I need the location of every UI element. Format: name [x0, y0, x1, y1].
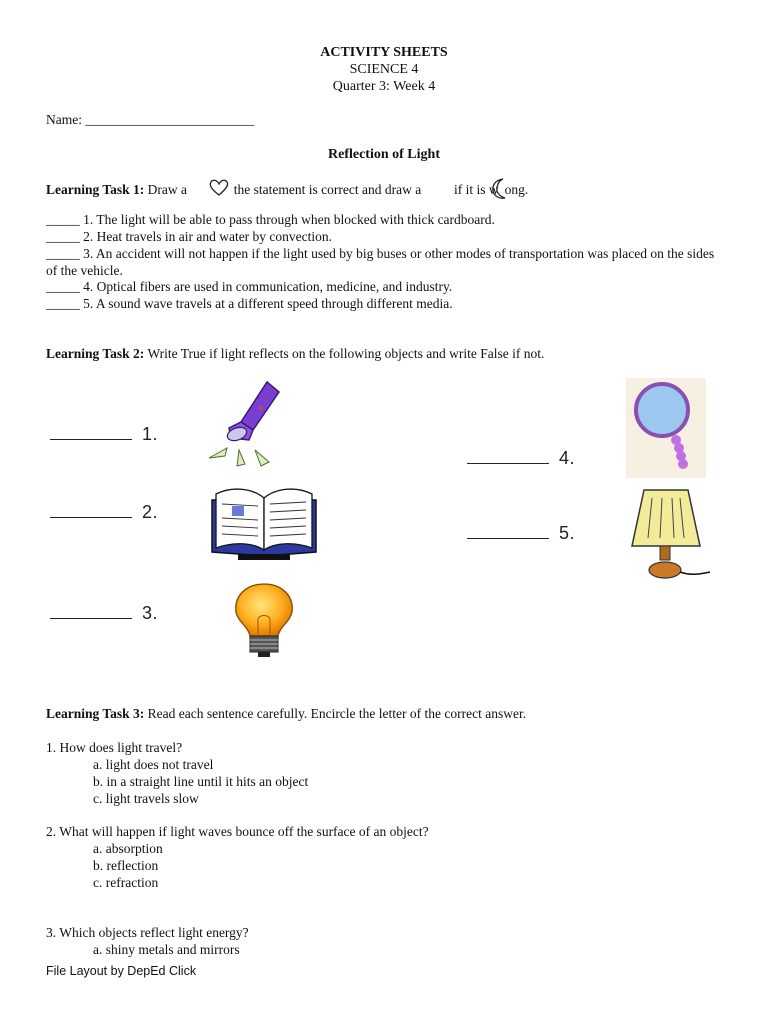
task3-text: Read each sentence carefully. Encircle the letter of the correct answer.: [147, 706, 527, 721]
question-2: 2. What will happen if light waves bounce off the surface of an object?: [46, 824, 429, 839]
question-1: 1. How does light travel?: [46, 740, 183, 755]
task1-item-1: _____ 1. The light will be able to pass through when blocked with thick cardboard.: [46, 212, 495, 227]
task1-item-4: _____ 4. Optical fibers are used in communication, medicine, and industry.: [46, 279, 453, 294]
task3-instruction: [46, 706, 526, 723]
question-3: 3. Which objects reflect light energy?: [46, 925, 249, 940]
task2-answer-4[interactable]: 4.: [467, 448, 575, 469]
footer-credit: File Layout by DepEd Click: [46, 964, 197, 978]
task1-item-2: _____ 2. Heat travels in air and water by convection.: [46, 229, 333, 244]
q1-choice-b[interactable]: b. in a straight line until it hits an object: [93, 774, 309, 789]
task2-text: Write True if light reflects on the following objects and write False if not.: [147, 346, 545, 361]
task1-text-c: if it is w: [453, 182, 499, 197]
task1-label: Learning Task 1:: [46, 182, 145, 197]
q1-choice-a[interactable]: a. light does not travel: [93, 757, 214, 772]
flashlight-icon: [205, 378, 300, 475]
q1-choice-c[interactable]: c. light travels slow: [93, 791, 199, 806]
heart-icon: [208, 179, 230, 195]
q2-choice-a[interactable]: a. absorption: [93, 841, 163, 856]
lesson-title: Reflection of Light: [328, 147, 440, 162]
task1-text-b: the statement is correct and draw a: [233, 182, 422, 197]
q2-choice-c[interactable]: c. refraction: [93, 875, 159, 890]
task1-text-a: Draw a: [147, 182, 188, 197]
subject: SCIENCE 4: [349, 62, 419, 77]
task1-instruction: [46, 179, 528, 199]
hand-mirror-icon: [626, 378, 706, 483]
task1-item-5: _____ 5. A sound wave travels at a different speed through different media.: [46, 296, 453, 311]
task2-answer-2[interactable]: 2.: [50, 502, 158, 523]
sheet-title: ACTIVITY SHEETS: [320, 45, 448, 60]
q2-choice-b[interactable]: b. reflection: [93, 858, 159, 873]
name-field[interactable]: Name: _________________________: [46, 112, 255, 127]
task2-answer-1[interactable]: 1.: [50, 424, 158, 445]
task3-label: Learning Task 3:: [46, 706, 145, 721]
task2-label: Learning Task 2:: [46, 346, 145, 361]
task2-instruction: [46, 346, 544, 363]
task2-answer-5[interactable]: 5.: [467, 523, 575, 544]
task1-text-d: ong.: [504, 182, 529, 197]
task1-item-3: _____ 3. An accident will not happen if the light used by big buses or other modes of transportation was placed on the sides of the vehicle.: [46, 246, 715, 278]
table-lamp-icon: [622, 486, 714, 587]
q3-choice-a[interactable]: a. shiny metals and mirrors: [93, 942, 240, 957]
task2-answer-3[interactable]: 3.: [50, 603, 158, 624]
light-bulb-icon: [230, 580, 298, 665]
quarter-week: Quarter 3: Week 4: [332, 79, 436, 94]
open-book-icon: [208, 480, 320, 569]
